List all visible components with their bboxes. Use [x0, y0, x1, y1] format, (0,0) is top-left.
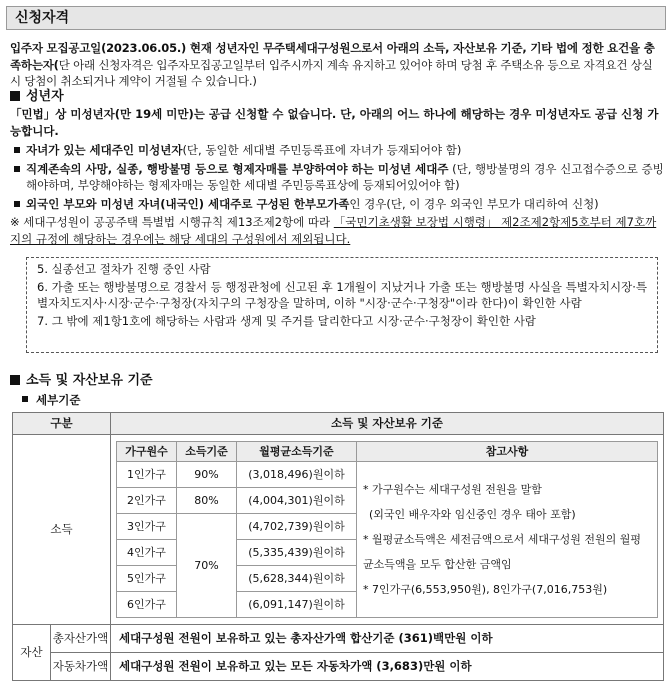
list-item: 외국인 부모와 미성년 자녀(내국인) 세대주로 구성된 한부모가족인 경우(단, 이 경우 외국인 부모가 대리하여 신청)	[12, 196, 664, 213]
table-cell: (4,702,739)원이하	[237, 514, 357, 540]
table-cell: (5,628,344)원이하	[237, 566, 357, 592]
list-item: 자녀가 있는 세대주인 미성년자(단, 동일한 세대별 주민등록표에 자녀가 등재되어야 함)	[12, 142, 664, 159]
reference-notes: * 가구원수는 세대구성원 전원을 말함 (외국인 배우자와 임신중인 경우 태아 포함) * 월평균소득액은 세전금액으로서 세대구성원 전원의 월평균소득액을 모두 합산한 금액임 * 7인가구(6,553,950원), 8인가구(7,016,753원)	[357, 462, 658, 618]
detail-criteria-subheading: 세부기준	[22, 392, 80, 409]
list-item: 5. 실종선고 절차가 진행 중인 사람	[37, 262, 211, 276]
income-criteria-table	[116, 441, 658, 618]
total-asset-criteria: 세대구성원 전원이 보유하고 있는 총자산가액 합산기준 (361)백만원 이하	[111, 625, 664, 653]
table-cell: 2인가구	[117, 488, 177, 514]
table-cell: 1인가구	[117, 462, 177, 488]
section-title: 신청자격	[6, 6, 666, 30]
table-header: 소득기준	[177, 442, 237, 462]
table-cell: 4인가구	[117, 540, 177, 566]
exclusion-note: ※ 세대구성원이 공공주택 특별법 시행규칙 제13조제2항에 따라 「국민기초생활 보장법 시행령」 제2조제2항제5호부터 제7호까지의 규정에 해당하는 경우에는 해당 세대의 구성원에서 제외됩니다.	[10, 215, 657, 246]
table-cell: 6인가구	[117, 592, 177, 618]
square-bullet-icon	[10, 375, 20, 385]
table-row	[117, 462, 658, 488]
table-header: 월평균소득기준	[237, 442, 357, 462]
bullet-icon	[22, 396, 28, 402]
list-item: 직계존속의 사망, 실종, 행방불명 등으로 형제자매를 부양하여야 하는 미성년 세대주 (단, 행방불명의 경우 신고접수증으로 증빙해야하며, 부양해야하는 형제자매는 동일한 세대별 주민등록표상에 등재되어있어야 함)	[12, 161, 664, 194]
list-item: 6. 가출 또는 행방불명으로 경찰서 등 행정관청에 신고된 후 1개월이 지났거나 가출 또는 행방불명 사실을 특별자치시장·특별자치도지사·시장·군수·구청장(자치구의 구청장을 말하며, 이하 "시장·군수·구청장"이라 한다)이 확인한 사람	[37, 279, 648, 311]
table-cell: (3,018,496)원이하	[237, 462, 357, 488]
table-cell: (6,091,147)원이하	[237, 592, 357, 618]
table-cell: 80%	[177, 488, 237, 514]
table-header: 참고사항	[357, 442, 658, 462]
total-asset-label: 총자산가액	[51, 625, 111, 653]
table-cell: (5,335,439)원이하	[237, 540, 357, 566]
table-cell: (4,004,301)원이하	[237, 488, 357, 514]
minor-heading: 성년자	[10, 88, 64, 107]
table-header: 가구원수	[117, 442, 177, 462]
income-asset-table	[12, 412, 664, 681]
table-row	[13, 653, 664, 681]
table-header: 구분	[13, 413, 111, 435]
car-asset-criteria: 세대구성원 전원이 보유하고 있는 모든 자동차가액 (3,683)만원 이하	[111, 653, 664, 681]
table-cell: 70%	[177, 514, 237, 618]
exclusion-criteria-box	[26, 257, 658, 353]
car-asset-label: 자동차가액	[51, 653, 111, 681]
minor-description: 「민법」상 미성년자(만 19세 미만)는 공급 신청할 수 없습니다. 단, 아래의 어느 하나에 해당하는 경우 미성년자도 공급 신청 가능합니다.	[10, 107, 659, 138]
square-bullet-icon	[10, 91, 20, 101]
income-asset-heading: 소득 및 자산보유 기준	[10, 372, 153, 391]
minor-conditions-list	[12, 142, 664, 215]
income-label: 소득	[13, 435, 111, 625]
list-item: 7. 그 밖에 제1항1호에 해당하는 사람과 생계 및 주거를 달리한다고 시장·군수·구청장이 확인한 사람	[37, 314, 536, 329]
table-cell: 3인가구	[117, 514, 177, 540]
table-cell: 5인가구	[117, 566, 177, 592]
asset-label: 자산	[13, 625, 51, 681]
intro-paragraph: 입주자 모집공고일(2023.06.05.) 현재 성년자인 무주택세대구성원으로서 아래의 소득, 자산보유 기준, 기타 법에 정한 요건을 충족하는자(단 아래 신청자격은 입주자모집공고일부터 입주시까지 계속 유지하고 있어야 하며 당첨 후 주택소유 등으로 자격요건 상실시 당첨이 취소되거나 계약이 거절될 수 있습니다.)	[10, 41, 655, 89]
table-header: 소득 및 자산보유 기준	[111, 413, 664, 435]
table-row	[13, 625, 664, 653]
table-cell: 90%	[177, 462, 237, 488]
